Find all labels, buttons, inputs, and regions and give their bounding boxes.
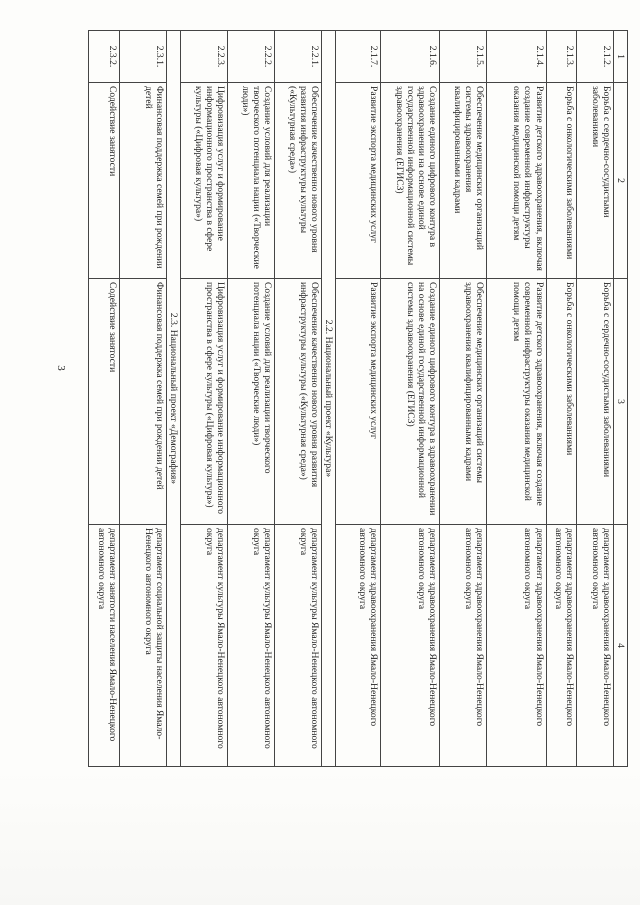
row-responsible: департамент здравоохранения Ямало-Ненецкого автономного округа [546, 525, 577, 767]
table-row [381, 31, 440, 767]
row-name: Обеспечение медицинских организаций системы здравоохранения квалифицированными кадрами [440, 83, 487, 279]
row-project: Развитие экспорта медицинских услуг [336, 279, 381, 525]
row-number: 2.3.1. [119, 31, 166, 83]
row-name: Содействие занятости [89, 83, 120, 279]
col-3-header: 3 [613, 279, 627, 525]
row-name: Борьба с сердечно-сосудистыми заболеваниями [577, 83, 614, 279]
row-project: Борьба с сердечно-сосудистыми заболеваниями [577, 279, 614, 525]
row-number: 2.1.5. [440, 31, 487, 83]
row-number: 2.1.3. [546, 31, 577, 83]
row-name: Создание условий для реализации творческого потенциала нации («Творческие люди») [228, 83, 275, 279]
col-1-header: 1 [613, 31, 627, 83]
header-row [613, 31, 627, 767]
row-project: Содействие занятости [89, 279, 120, 525]
row-name: Борьба с онкологическими заболеваниями [546, 83, 577, 279]
row-responsible: департамент здравоохранения Ямало-Ненецкого автономного округа [577, 525, 614, 767]
row-project: Создание условий для реализации творческого потенциала нации («Творческие люди») [228, 279, 275, 525]
row-project: Развитие детского здравоохранения, включая создание современной инфраструктуры оказания медицинской помощи детям [487, 279, 546, 525]
table-row [89, 31, 120, 767]
row-number: 2.1.7. [336, 31, 381, 83]
row-responsible: департамент культуры Ямало-Ненецкого автономного округа [274, 525, 321, 767]
row-project: Борьба с онкологическими заболеваниями [546, 279, 577, 525]
table-row [336, 31, 381, 767]
section-row [321, 31, 335, 767]
row-number: 2.1.6. [381, 31, 440, 83]
row-name: Развитие детского здравоохранения, включая создание современной инфраструктуры оказания медицинской помощи детям [487, 83, 546, 279]
row-responsible: департамент здравоохранения Ямало-Ненецкого автономного округа [487, 525, 546, 767]
table-row [181, 31, 228, 767]
row-responsible: департамент здравоохранения Ямало-Ненецкого автономного округа [381, 525, 440, 767]
table-row [274, 31, 321, 767]
row-name: Цифровизация услуг и формирование информационного пространства в сфере культуры («Цифровая культура») [181, 83, 228, 279]
col-4-header: 4 [613, 525, 627, 767]
rotated-page-area [88, 30, 628, 766]
row-project: Обеспечение качественно нового уровня развития инфраструктуры культуры («Культурная среда») [274, 279, 321, 525]
section-title: 2.2. Национальный проект «Культура» [321, 31, 335, 767]
page-number: 3 [54, 365, 67, 371]
row-project: Финансовая поддержка семей при рождении детей [119, 279, 166, 525]
section-title: 2.3. Национальный проект «Демография» [166, 31, 180, 767]
row-number: 2.2.2. [228, 31, 275, 83]
program-table [88, 30, 628, 767]
row-name: Развитие экспорта медицинских услуг [336, 83, 381, 279]
row-name: Финансовая поддержка семей при рождении детей [119, 83, 166, 279]
row-name: Обеспечение качественно нового уровня развития инфраструктуры культуры («Культурная среда») [274, 83, 321, 279]
row-responsible: департамент социальной защиты населения Ямало-Ненецкого автономного округа [119, 525, 166, 767]
row-number: 2.1.2. [577, 31, 614, 83]
table-row [440, 31, 487, 767]
row-name: Создание единого цифрового контура в здравоохранении на основе единой государственной информационной системы здравоохранения (ЕГИСЗ) [381, 83, 440, 279]
row-number: 2.2.1. [274, 31, 321, 83]
section-row [166, 31, 180, 767]
row-number: 2.3.2. [89, 31, 120, 83]
table-row [577, 31, 614, 767]
row-responsible: департамент культуры Ямало-Ненецкого автономного округа [228, 525, 275, 767]
table-sheet [88, 30, 628, 766]
row-project: Создание единого цифрового контура в здравоохранении на основе единой государственной информационной системы здравоохранения (ЕГИСЗ) [381, 279, 440, 525]
col-2-header: 2 [613, 83, 627, 279]
row-number: 2.2.3. [181, 31, 228, 83]
row-responsible: департамент занятости населения Ямало-Ненецкого автономного округа [89, 525, 120, 767]
row-project: Обеспечение медицинских организаций системы здравоохранения квалифицированными кадрами [440, 279, 487, 525]
page-bottom-margin [0, 770, 640, 905]
row-responsible: департамент здравоохранения Ямало-Ненецкого автономного округа [336, 525, 381, 767]
table-row [228, 31, 275, 767]
row-project: Цифровизация услуг и формирование информационного пространства в сфере культуры («Цифровая культура») [181, 279, 228, 525]
table-row [119, 31, 166, 767]
row-responsible: департамент здравоохранения Ямало-Ненецкого автономного округа [440, 525, 487, 767]
table-row [546, 31, 577, 767]
table-row [487, 31, 546, 767]
row-responsible: департамент культуры Ямало-Ненецкого автономного округа [181, 525, 228, 767]
row-number: 2.1.4. [487, 31, 546, 83]
